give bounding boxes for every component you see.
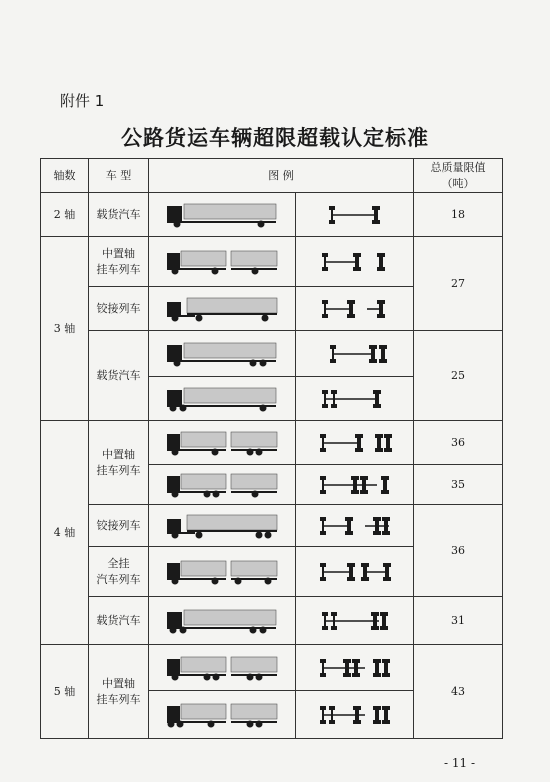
table-header-row <box>41 159 503 193</box>
weight-limit-cell: 36 <box>414 505 503 597</box>
axle-diagram-cell <box>296 691 414 739</box>
axle-layout-icon <box>315 474 395 496</box>
vehicle-type-cell: 载货汽车 <box>89 597 149 645</box>
vehicle-image-cell <box>149 193 296 237</box>
rigid-truck-icon <box>163 386 281 412</box>
vehicle-type-line2: 挂车列车 <box>96 463 141 477</box>
vehicle-image-cell <box>149 287 296 331</box>
full-trailer-icon <box>163 559 281 585</box>
axle-diagram-cell <box>296 237 414 287</box>
vehicle-image-cell <box>149 465 296 505</box>
vehicle-image-cell <box>149 505 296 547</box>
center-axle-trailer-icon <box>163 472 281 498</box>
header-axles: 轴数 <box>41 159 89 193</box>
vehicle-image-cell <box>149 691 296 739</box>
vehicle-type-cell: 载货汽车 <box>89 331 149 421</box>
vehicle-type-cell <box>89 547 149 597</box>
vehicle-image-cell <box>149 547 296 597</box>
table-row <box>41 193 503 237</box>
vehicle-type-cell <box>89 645 149 739</box>
header-limit-line2: （吨） <box>441 176 475 190</box>
vehicle-type-cell: 铰接列车 <box>89 287 149 331</box>
vehicle-image-cell <box>149 421 296 465</box>
attachment-label: 附件 1 <box>60 92 105 110</box>
vehicle-type-cell <box>89 421 149 505</box>
table-row <box>41 421 503 465</box>
axle-layout-icon <box>315 388 395 410</box>
axle-diagram-cell <box>296 547 414 597</box>
vehicle-type-line1: 中置轴 <box>102 246 135 260</box>
header-type: 车 型 <box>89 159 149 193</box>
axle-count-cell: 3 轴 <box>41 237 89 421</box>
vehicle-type-line2: 挂车列车 <box>96 692 141 706</box>
table-row <box>41 597 503 645</box>
vehicle-image-cell <box>149 237 296 287</box>
table-row <box>41 645 503 691</box>
axle-layout-icon <box>315 298 395 320</box>
page-number: - 11 - <box>444 756 476 770</box>
axle-layout-icon <box>315 204 395 226</box>
center-axle-trailer-icon <box>163 655 281 681</box>
axle-diagram-cell <box>296 331 414 377</box>
articulated-truck-icon <box>163 513 281 539</box>
vehicle-image-cell <box>149 597 296 645</box>
header-diagram: 图 例 <box>149 159 414 193</box>
vehicle-type-line1: 中置轴 <box>102 447 135 461</box>
articulated-truck-icon <box>163 296 281 322</box>
rigid-truck-icon <box>163 608 281 634</box>
vehicle-type-cell: 载货汽车 <box>89 193 149 237</box>
standards-table <box>40 158 503 739</box>
vehicle-type-line1: 全挂 <box>107 556 130 570</box>
vehicle-image-cell <box>149 331 296 377</box>
center-axle-trailer-icon <box>163 702 281 728</box>
axle-layout-icon <box>315 515 395 537</box>
axle-diagram-cell <box>296 505 414 547</box>
weight-limit-cell: 25 <box>414 331 503 421</box>
center-axle-trailer-icon <box>163 249 281 275</box>
vehicle-image-cell <box>149 377 296 421</box>
axle-layout-icon <box>315 432 395 454</box>
weight-limit-cell: 36 <box>414 421 503 465</box>
weight-limit-cell: 27 <box>414 237 503 331</box>
weight-limit-cell: 43 <box>414 645 503 739</box>
table-row <box>41 505 503 547</box>
axle-diagram-cell <box>296 597 414 645</box>
axle-diagram-cell <box>296 465 414 505</box>
axle-layout-icon <box>315 343 395 365</box>
axle-count-cell: 5 轴 <box>41 645 89 739</box>
rigid-truck-icon <box>163 341 281 367</box>
vehicle-type-cell: 铰接列车 <box>89 505 149 547</box>
axle-count-cell: 4 轴 <box>41 421 89 645</box>
table-row <box>41 237 503 287</box>
vehicle-type-line2: 汽车列车 <box>96 572 141 586</box>
weight-limit-cell: 31 <box>414 597 503 645</box>
axle-diagram-cell <box>296 377 414 421</box>
rigid-truck-icon <box>163 202 281 228</box>
weight-limit-cell: 18 <box>414 193 503 237</box>
vehicle-type-cell <box>89 237 149 287</box>
axle-layout-icon <box>315 657 395 679</box>
axle-layout-icon <box>315 561 395 583</box>
axle-count-cell: 2 轴 <box>41 193 89 237</box>
axle-layout-icon <box>315 610 395 632</box>
axle-layout-icon <box>315 251 395 273</box>
vehicle-type-line2: 挂车列车 <box>96 262 141 276</box>
document-title: 公路货运车辆超限超载认定标准 <box>121 126 429 150</box>
header-limit-line1: 总质量限值 <box>430 160 486 174</box>
axle-diagram-cell <box>296 193 414 237</box>
header-limit <box>414 159 503 193</box>
axle-diagram-cell <box>296 421 414 465</box>
vehicle-image-cell <box>149 645 296 691</box>
center-axle-trailer-icon <box>163 430 281 456</box>
axle-layout-icon <box>315 704 395 726</box>
weight-limit-cell: 35 <box>414 465 503 505</box>
table-row <box>41 331 503 377</box>
axle-diagram-cell <box>296 645 414 691</box>
vehicle-type-line1: 中置轴 <box>102 676 135 690</box>
axle-diagram-cell <box>296 287 414 331</box>
